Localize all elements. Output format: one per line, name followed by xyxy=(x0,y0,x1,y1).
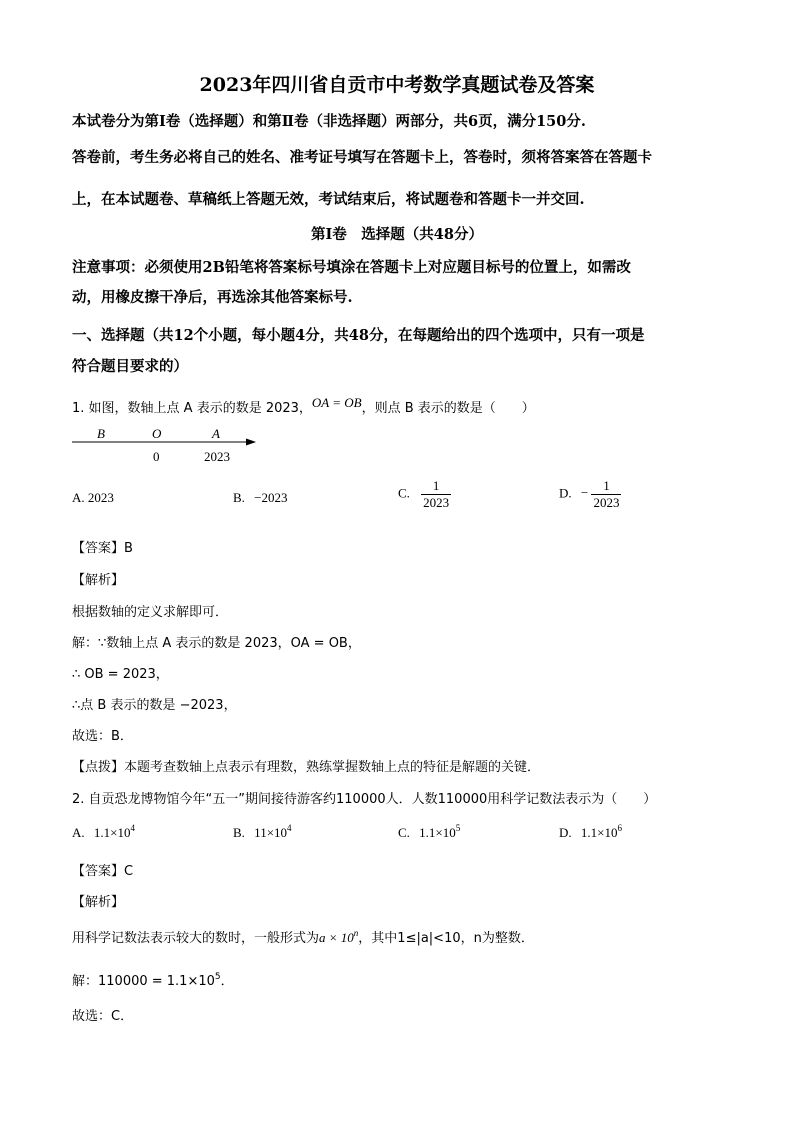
q2-option-a xyxy=(72,823,135,841)
q2-stem: 2. 自贡恐龙博物馆今年“五一”期间接待游客约110000人．人数110000用科学记数法表示为（ ） xyxy=(72,792,657,807)
option-label: A. xyxy=(72,825,85,840)
intro-line-1: 本试卷分为第Ⅰ卷（选择题）和第Ⅱ卷（非选择题）两部分，共6页，满分150分. xyxy=(72,113,586,130)
q2-option-c xyxy=(398,823,460,841)
q1-solution-line-1: 解：∵数轴上点 A 表示的数是 2023，OA = OB， xyxy=(72,636,361,651)
q1-stem xyxy=(72,397,535,416)
option-value: 2023 xyxy=(87,490,114,505)
analysis-text-a: 用科学记数法表示较大的数时，一般形式为 xyxy=(72,931,320,946)
sci-notation-form: a × 10 xyxy=(319,930,354,945)
option-base: 1.1×10 xyxy=(580,825,618,840)
option-exponent: 6 xyxy=(617,823,622,833)
q2-analysis-heading: 【解析】 xyxy=(72,895,125,910)
q1-stem-a: 1. 如图，数轴上点 A 表示的数是 2023， xyxy=(72,401,312,416)
solution-exponent: 5 xyxy=(214,972,221,982)
q1-answer: 【答案】B xyxy=(72,541,133,556)
intro-line-2: 答卷前，考生务必将自己的姓名、准考证号填写在答题卡上，答卷时，须将答案答在答题卡 xyxy=(72,149,652,166)
q1-option-c xyxy=(398,478,451,511)
option-base: 1.1×10 xyxy=(93,825,131,840)
q2-solution-line xyxy=(72,970,234,989)
q1-tip: 【点拨】本题考查数轴上点表示有理数，熟练掌握数轴上点的特征是解题的关键． xyxy=(72,760,541,775)
q1-stem-b: ，则点 B 表示的数是（ ） xyxy=(361,401,535,416)
section-heading: 第Ⅰ卷 选择题（共48分） xyxy=(311,226,483,243)
number-line-figure xyxy=(70,424,270,468)
option-exponent: 4 xyxy=(130,823,135,833)
option-base: 11×10 xyxy=(254,825,288,840)
q2-final-choice: 故选：C． xyxy=(72,1009,134,1024)
fraction-numerator: 1 xyxy=(432,478,440,493)
q2-answer: 【答案】C xyxy=(72,864,134,879)
origin-value-label: 0 xyxy=(153,449,160,464)
notice-line-1: 注意事项：必须使用2B铅笔将答案标号填涂在答题卡上对应题目标号的位置上，如需改 xyxy=(72,259,631,276)
option-label: B. xyxy=(233,825,245,840)
solution-end: ． xyxy=(220,974,234,989)
solution-text: 解：110000 = 1.1×10 xyxy=(72,974,215,989)
fraction-denominator: 2023 xyxy=(423,495,450,510)
option-label: C. xyxy=(398,485,410,501)
q2-analysis-text xyxy=(72,927,534,946)
option-label: D. xyxy=(559,825,572,840)
option-exponent: 5 xyxy=(455,823,461,833)
option-base: 1.1×10 xyxy=(419,825,456,840)
q2-option-b xyxy=(233,823,292,841)
q1-option-a xyxy=(72,490,114,506)
q1-option-d xyxy=(559,478,621,511)
point-a-label: A xyxy=(212,426,220,441)
notice-line-2: 动，用橡皮擦干净后，再选涂其他答案标号. xyxy=(72,289,353,306)
option-label: C. xyxy=(398,825,410,840)
option-value: −2023 xyxy=(254,490,288,505)
fraction-denominator: 2023 xyxy=(593,495,620,510)
q1-analysis-text: 根据数轴的定义求解即可． xyxy=(72,605,229,620)
fraction-numerator: 1 xyxy=(603,478,610,493)
part-heading-2: 符合题目要求的） xyxy=(72,358,188,375)
q1-stem-equation: OA = OB xyxy=(311,395,362,410)
q1-analysis-heading: 【解析】 xyxy=(72,573,125,588)
intro-line-3: 上，在本试题卷、草稿纸上答题无效，考试结束后，将试题卷和答题卡一并交回. xyxy=(72,191,585,208)
sci-notation-exponent: n xyxy=(353,928,359,938)
negative-sign: − xyxy=(580,485,589,501)
q1-option-b xyxy=(233,490,288,506)
part-heading-1: 一、选择题（共12个小题，每小题4分，共48分，在每题给出的四个选项中，只有一项是 xyxy=(72,327,645,344)
point-a-value-label: 2023 xyxy=(204,449,230,464)
option-exponent: 4 xyxy=(287,823,292,833)
q2-option-d xyxy=(559,823,622,841)
q1-solution-line-2: ∴ OB = 2023， xyxy=(72,667,169,682)
fraction xyxy=(421,478,451,511)
q1-solution-line-4: 故选：B． xyxy=(72,729,133,744)
option-label: A. xyxy=(72,490,85,505)
option-label: B. xyxy=(233,490,245,505)
point-o-label: O xyxy=(152,426,162,441)
point-b-label: B xyxy=(97,426,105,441)
fraction xyxy=(591,478,621,511)
number-line-arrow-icon xyxy=(246,439,256,446)
page-title: 2023年四川省自贡市中考数学真题试卷及答案 xyxy=(199,74,595,96)
q1-solution-line-3: ∴点 B 表示的数是 −2023， xyxy=(72,698,237,713)
option-label: D. xyxy=(559,485,572,501)
analysis-text-b: ，其中1≤|a|<10，n为整数． xyxy=(358,931,534,946)
